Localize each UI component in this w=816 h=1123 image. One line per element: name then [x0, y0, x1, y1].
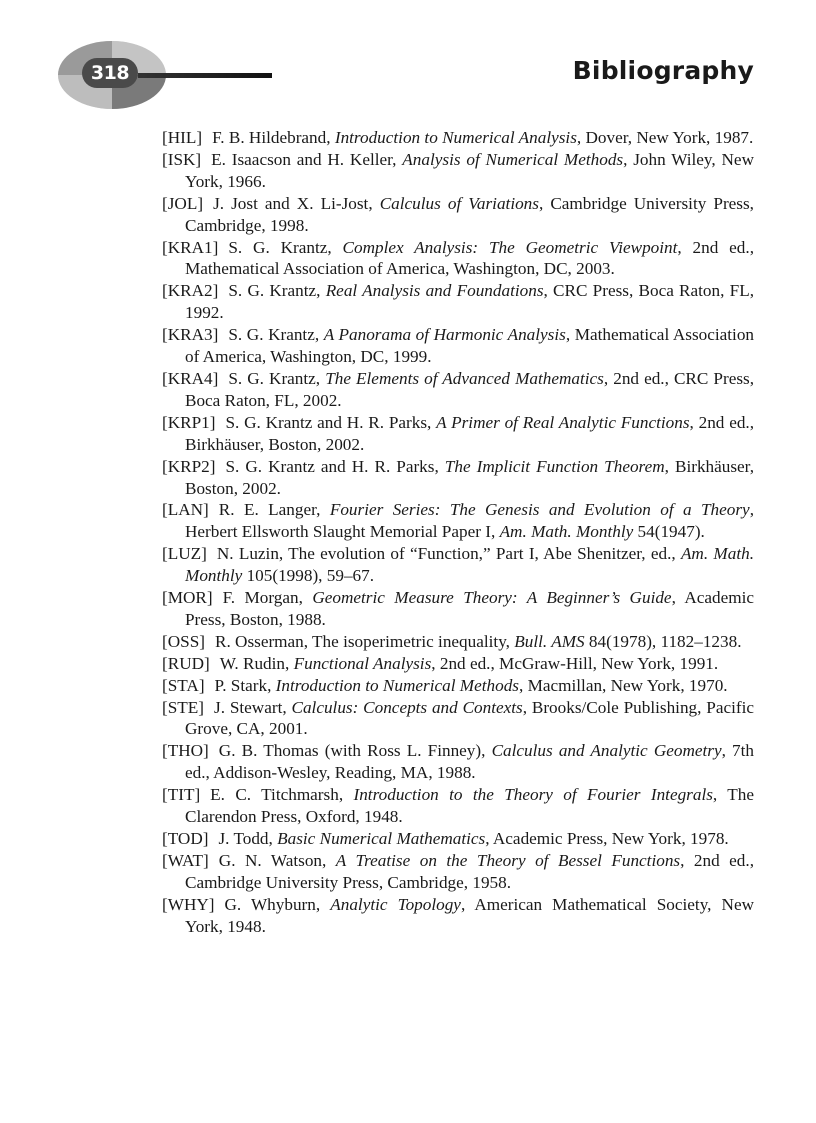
entry-title: Real Analysis and Foundations	[325, 281, 544, 301]
entry-title: The Implicit Function Theorem	[444, 456, 665, 476]
entry-key: [RUD]	[162, 653, 210, 673]
entry-authors: S. G. Krantz and H. R. Parks,	[225, 456, 445, 476]
bibliography-entry	[162, 456, 754, 500]
entry-title: Bull. AMS	[514, 631, 585, 651]
entry-title: Functional Analysis	[293, 653, 432, 673]
entry-details: , Brooks/Cole Publishing, Pacific Grove, CA, 2001.	[185, 697, 754, 739]
entry-details: , Academic Press, New York, 1978.	[485, 829, 729, 848]
entry-key: [KRA1]	[162, 237, 219, 257]
entry-key: [STA]	[162, 675, 205, 695]
entry-details: 105(1998), 59–67.	[242, 566, 375, 586]
bibliography-entry	[162, 127, 754, 149]
bibliography-entry	[162, 828, 754, 850]
entry-key: [WAT]	[162, 850, 209, 870]
entry-title: Introduction to the Theory of Fourier Integrals	[353, 785, 713, 805]
entry-key: [LUZ]	[162, 544, 207, 564]
entry-authors: R. Osserman, The isoperimetric inequality,	[214, 631, 515, 651]
entry-title: Calculus and Analytic Geometry	[491, 741, 722, 761]
entry-title: Calculus of Variations	[379, 193, 539, 213]
bibliography-entry	[162, 149, 754, 193]
entry-journal: Am. Math. Monthly	[499, 522, 634, 542]
entry-details: , 2nd ed., Birkhäuser, Boston, 2002.	[185, 412, 755, 454]
bibliography-list	[162, 127, 754, 938]
bibliography-entry	[162, 193, 754, 237]
bibliography-entry	[162, 412, 754, 456]
entry-authors: S. G. Krantz,	[228, 281, 326, 301]
entry-authors: G. B. Thomas (with Ross L. Finney),	[218, 741, 492, 761]
entry-details: , Herbert Ellsworth Slaught Memorial Paper I,	[185, 500, 754, 542]
entry-authors: E. Isaacson and H. Keller,	[211, 149, 403, 169]
bibliography-entry	[162, 894, 754, 938]
bibliography-entry	[162, 675, 754, 697]
entry-title: Basic Numerical Mathematics	[277, 829, 486, 848]
entry-title: A Panorama of Harmonic Analysis	[323, 325, 566, 345]
entry-title: The Elements of Advanced Mathematics	[325, 368, 604, 388]
entry-authors: S. G. Krantz,	[228, 368, 326, 388]
entry-key: [OSS]	[162, 631, 205, 651]
entry-authors: G. N. Watson,	[218, 850, 336, 870]
entry-authors: J. Stewart,	[214, 697, 292, 717]
entry-details-2: 54(1947).	[633, 522, 705, 542]
entry-title: Introduction to Numerical Methods	[275, 675, 519, 695]
entry-details: , 2nd ed., Cambridge University Press, Cambridge, 1958.	[185, 850, 754, 892]
entry-title: Fourier Series: The Genesis and Evolution of a Theory	[329, 500, 750, 520]
bibliography-entry	[162, 631, 754, 653]
bibliography-entry	[162, 368, 754, 412]
entry-authors: G. Whyburn,	[224, 894, 331, 914]
entry-title: Calculus: Concepts and Contexts	[291, 697, 523, 717]
entry-details: , Birkhäuser, Boston, 2002.	[185, 456, 755, 498]
entry-title: Analysis of Numerical Methods	[402, 149, 624, 169]
entry-authors: J. Jost and X. Li-Jost,	[213, 193, 380, 213]
bibliography-entry	[162, 653, 754, 675]
entry-authors: N. Luzin, The evolution of “Function,” Part I, Abe Shenitzer, ed.,	[216, 544, 681, 564]
bibliography-entry	[162, 543, 754, 587]
page-number: 318	[90, 62, 130, 84]
entry-key: [KRP1]	[162, 412, 216, 432]
entry-key: [HIL]	[162, 128, 203, 147]
entry-title: Introduction to Numerical Analysis	[334, 128, 577, 147]
entry-key: [WHY]	[162, 894, 215, 914]
entry-details: , John Wiley, New York, 1966.	[185, 149, 754, 191]
entry-details: , 2nd ed., CRC Press, Boca Raton, FL, 2002.	[185, 368, 755, 410]
entry-title: Complex Analysis: The Geometric Viewpoint	[342, 237, 678, 257]
entry-key: [KRP2]	[162, 456, 216, 476]
entry-authors: S. G. Krantz and H. R. Parks,	[225, 412, 437, 432]
entry-authors: W. Rudin,	[219, 653, 294, 673]
entry-details: , Mathematical Association of America, Washington, DC, 1999.	[185, 325, 755, 367]
entry-details: , 2nd ed., Mathematical Association of America, Washington, DC, 2003.	[185, 237, 754, 279]
bibliography-entry	[162, 280, 754, 324]
entry-details: , Cambridge University Press, Cambridge, 1998.	[185, 193, 754, 235]
entry-key: [ISK]	[162, 149, 202, 169]
entry-authors: P. Stark,	[214, 675, 276, 695]
bibliography-entry	[162, 237, 754, 281]
bibliography-entry	[162, 697, 754, 741]
entry-key: [KRA3]	[162, 325, 219, 345]
entry-details: , 7th ed., Addison-Wesley, Reading, MA, 1988.	[185, 741, 755, 783]
entry-authors: S. G. Krantz,	[228, 237, 343, 257]
entry-key: [MOR]	[162, 588, 213, 608]
entry-details: , Academic Press, Boston, 1988.	[185, 588, 755, 629]
running-head: Bibliography	[572, 56, 754, 85]
entry-title: Am. Math. Monthly	[185, 544, 754, 586]
entry-details: 84(1978), 1182–1238.	[584, 631, 742, 651]
entry-key: [TIT]	[162, 785, 201, 805]
entry-authors: E. C. Titchmarsh,	[210, 785, 354, 805]
entry-key: [JOL]	[162, 193, 204, 213]
entry-title: Geometric Measure Theory: A Beginner’s Guide	[312, 588, 672, 608]
entry-key: [LAN]	[162, 500, 209, 520]
entry-key: [TOD]	[162, 829, 209, 848]
entry-title: A Primer of Real Analytic Functions	[436, 412, 690, 432]
page-header	[0, 0, 816, 125]
entry-details: , CRC Press, Boca Raton, FL, 1992.	[185, 281, 755, 323]
entry-details: , 2nd ed., McGraw-Hill, New York, 1991.	[431, 653, 719, 673]
bibliography-entry	[162, 587, 754, 631]
entry-authors: F. B. Hildebrand,	[212, 128, 335, 147]
entry-authors: J. Todd,	[218, 829, 278, 848]
bibliography-entry	[162, 850, 754, 894]
bibliography-entry	[162, 740, 754, 784]
entry-details: , American Mathematical Society, New York, 1948.	[185, 894, 754, 936]
bibliography-entry	[162, 499, 754, 543]
entry-details: , The Clarendon Press, Oxford, 1948.	[185, 785, 754, 827]
bibliography-entry	[162, 324, 754, 368]
entry-key: [THO]	[162, 741, 209, 761]
entry-authors: S. G. Krantz,	[228, 325, 324, 345]
bibliography-entry	[162, 784, 754, 828]
entry-details: , Macmillan, New York, 1970.	[518, 675, 728, 695]
entry-key: [KRA4]	[162, 368, 219, 388]
entry-key: [KRA2]	[162, 281, 219, 301]
entry-authors: R. E. Langer,	[218, 500, 330, 520]
entry-details: , Dover, New York, 1987.	[576, 128, 754, 147]
entry-authors: F. Morgan,	[222, 588, 313, 608]
entry-title: A Treatise on the Theory of Bessel Functions	[335, 850, 681, 870]
entry-key: [STE]	[162, 697, 205, 717]
entry-title: Analytic Topology	[330, 894, 461, 914]
